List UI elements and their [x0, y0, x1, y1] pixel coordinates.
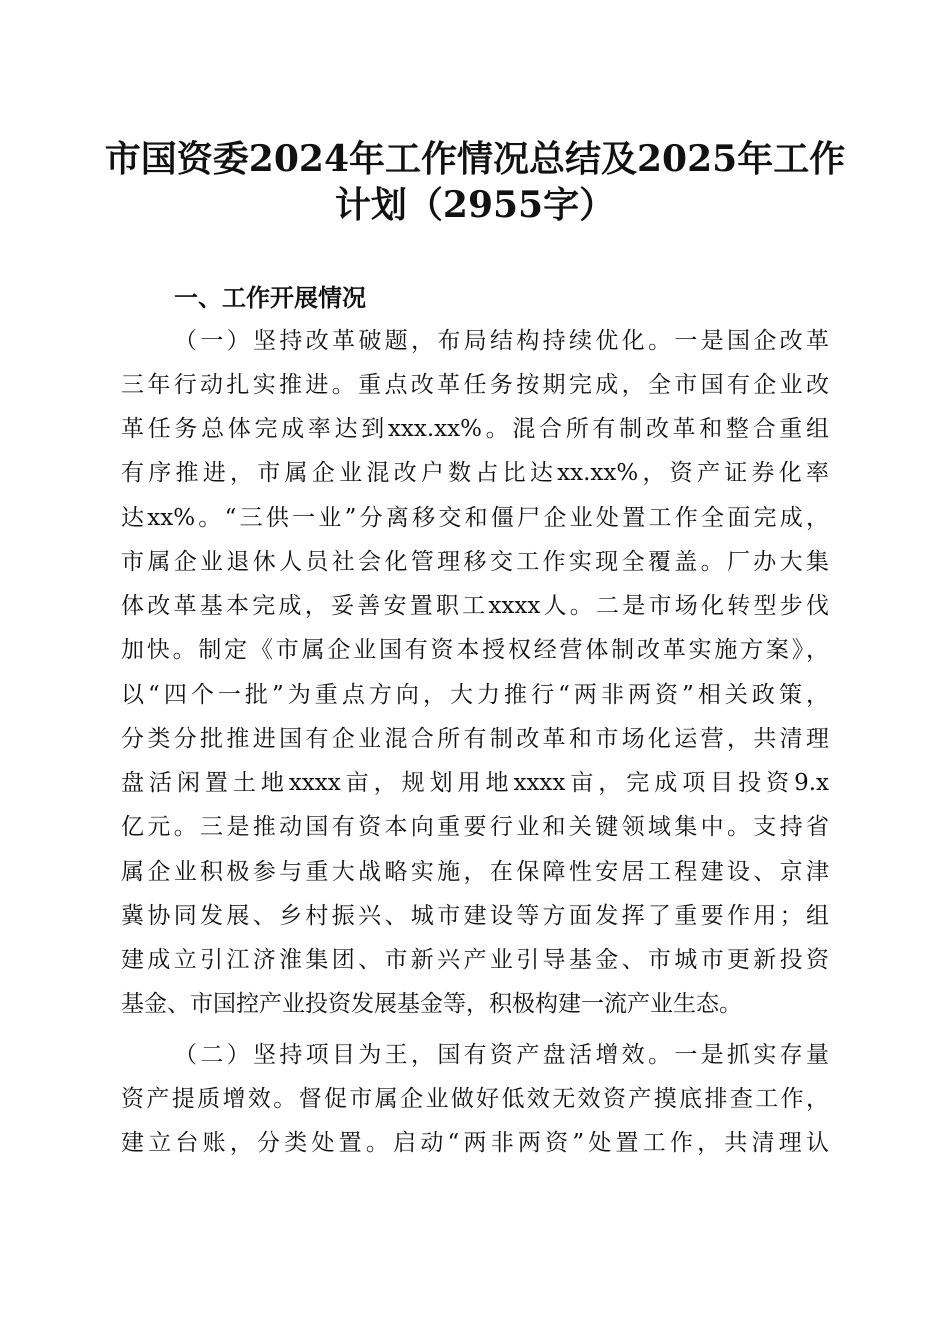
document-title-line-1: 市国资委2024年工作情况总结及2025年工作 — [104, 138, 846, 180]
paragraph-1-line-1-text: 一是国企改革 — [674, 328, 829, 354]
paragraph-1-line: 亿元。三是推动国有资本向重要行业和关键领域集中。支持省 — [121, 814, 829, 840]
document-title-line-2: 计划（2955字） — [334, 184, 616, 226]
paragraph-1-line: 市属企业退休人员社会化管理移交工作实现全覆盖。厂办大集 — [121, 549, 829, 575]
paragraph-1-line: 基金、市国控产业投资发展基金等，积极构建一流产业生态。 — [121, 991, 742, 1017]
paragraph-2-subhead: （二）坚持项目为王，国有资产盘活增效。 — [174, 1042, 675, 1068]
paragraph-1-line: 分类分批推进国有企业混合所有制改革和市场化运营，共清理 — [121, 726, 829, 752]
section-heading: 一、工作开展情况 — [174, 284, 366, 312]
paragraph-1-line: 以“四个一批”为重点方向，大力推行“两非两资”相关政策， — [121, 682, 829, 708]
paragraph-1-line: 有序推进，市属企业混改户数占比达xx.xx%，资产证券化率 — [121, 460, 829, 486]
paragraph-1-line: 体改革基本完成，妥善安置职工xxxx人。二是市场化转型步伐 — [121, 593, 829, 619]
paragraph-1-line: 达xx%。“三供一业”分离移交和僵尸企业处置工作全面完成， — [121, 505, 829, 531]
paragraph-1-line: 革任务总体完成率达到xxx.xx%。混合所有制改革和整合重组 — [121, 416, 829, 442]
paragraph-1-line-1 — [174, 323, 829, 359]
paragraph-1-line: 三年行动扎实推进。重点改革任务按期完成，全市国有企业改 — [121, 372, 829, 398]
paragraph-1-line: 属企业积极参与重大战略实施，在保障性安居工程建设、京津 — [121, 859, 829, 885]
paragraph-2-line-1 — [174, 1037, 829, 1073]
paragraph-1-line: 盘活闲置土地xxxx亩，规划用地xxxx亩，完成项目投资9.x — [121, 770, 829, 796]
paragraph-1-line: 冀协同发展、乡村振兴、城市建设等方面发挥了重要作用；组 — [121, 903, 829, 929]
paragraph-2-line: 建立台账，分类处置。启动“两非两资”处置工作，共清理认 — [121, 1130, 829, 1156]
paragraph-2-line: 资产提质增效。督促市属企业做好低效无效资产摸底排查工作， — [121, 1086, 829, 1112]
paragraph-1-line: 建成立引江济淮集团、市新兴产业引导基金、市城市更新投资 — [121, 947, 829, 973]
paragraph-1-line: 加快。制定《市属企业国有资本授权经营体制改革实施方案》， — [121, 637, 829, 663]
paragraph-2-line-1-text: 一是抓实存量 — [674, 1042, 829, 1068]
paragraph-1-subhead: （一）坚持改革破题，布局结构持续优化。 — [174, 328, 675, 354]
